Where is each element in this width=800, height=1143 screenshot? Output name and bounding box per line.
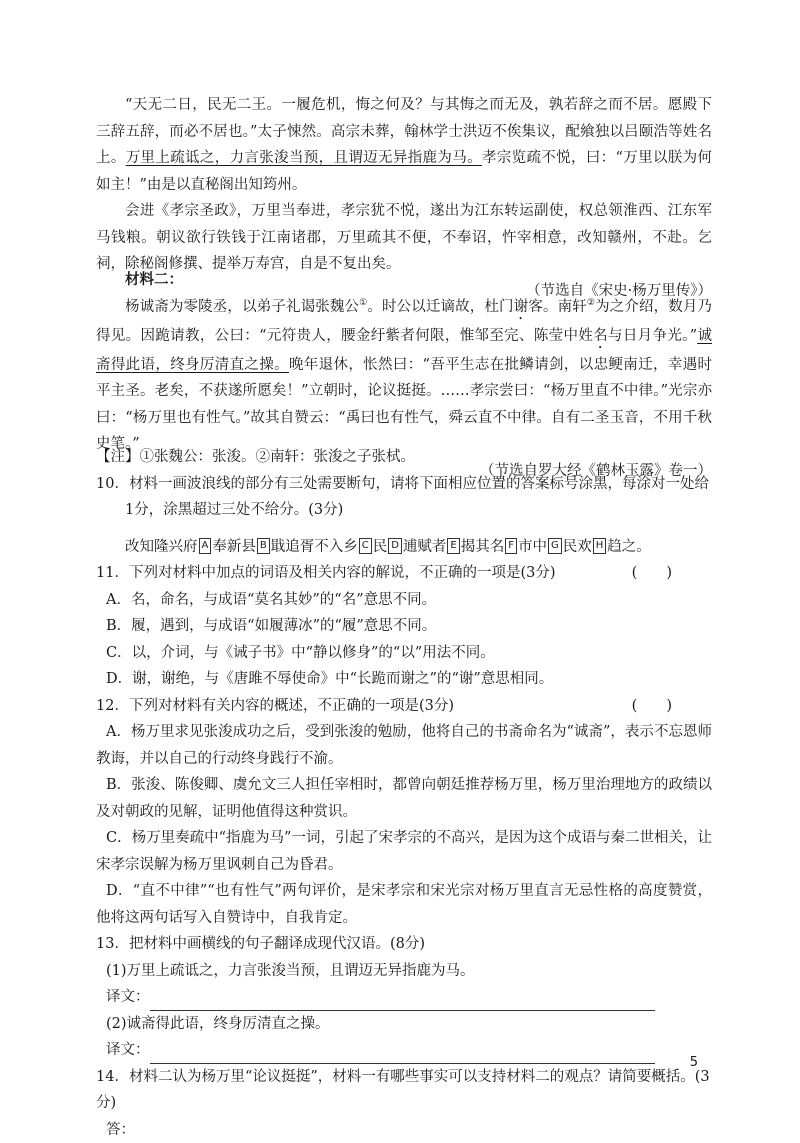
question-11-option-b: B．履，遇到，与成语“如履薄冰”的“履”意思不同。	[96, 613, 712, 640]
question-11-option-d: D．谢，谢绝，与《唐雎不辱使命》中“长跪而谢之”的“谢”意思相同。	[96, 666, 712, 693]
question-11-stem: 11．下列对材料中加点的词语及相关内容的解说，不正确的一项是(3分) ( )	[96, 560, 712, 587]
question-13-sentence-1: (1)万里上疏诋之，力言张浚当预，且谓迈无异指鹿为马。	[96, 958, 712, 985]
question-10-stem: 10．材料一画波浪线的部分有三处需要断句，请将下面相应位置的答案标号涂黑，每涂对一处给1分，涂黑超过三处不给分。(3分)	[96, 471, 712, 524]
break-option-g[interactable]: G	[548, 538, 562, 554]
question-14-answer-label: 答：	[96, 1117, 712, 1143]
page-number: 5	[690, 1055, 698, 1070]
break-option-h[interactable]: H	[593, 538, 607, 554]
material-two-source: （节选自罗大经《鹤林玉露》卷一）	[96, 458, 712, 485]
question-12-stem: 12．下列对材料有关内容的概述，不正确的一项是(3分) ( )	[96, 693, 712, 720]
answer-line-1[interactable]	[150, 992, 655, 1011]
break-option-f[interactable]: F	[505, 538, 517, 554]
break-option-c[interactable]: C	[359, 538, 372, 554]
dotted-word-ming: 名	[593, 328, 608, 344]
question-11-option-c: C．以，介词，与《诫子书》中“静以修身”的“以”用法不同。	[96, 640, 712, 667]
question-13-sentence-2: (2)诚斋得此语，终身厉清直之操。	[96, 1011, 712, 1038]
question-13-stem: 13．把材料中画横线的句子翻译成现代汉语。(8分)	[96, 931, 712, 958]
material-two-paragraph: 杨诚斋为零陵丞，以弟子礼谒张魏公①。时公以迁谪故，杜门谢客。南轩②为之介绍，数月乃得见。因跪请教，公曰：“元符贵人，腰金纡紫者何限，惟邹至完、陈莹中姓名与日月争光。”诚斋得此语，终身厉清直之操。晚年退休，怅然曰：“吾平生志在批鳞请剑，以忠鲠南迁，幸遇时平主圣。老矣，不获遂所愿矣！”立朝时，论议挺挺。……孝宗尝曰：“杨万里直不中律。”光宗亦曰：“杨万里也有性气。”故其自赞云：“禹曰也有性气，舜云直不中律。自有二圣玉音，不用千秋史笔。”	[96, 294, 712, 458]
questions	[96, 444, 712, 1143]
question-12-option-a: A．杨万里求见张浚成功之后，受到张浚的勉励，他将自己的书斋命名为“诚斋”，表示不忘恩师教诲，并以自己的行动终身践行不渝。	[96, 719, 712, 772]
answer-paren-12[interactable]: ( )	[632, 693, 672, 720]
answer-paren-11[interactable]: ( )	[632, 560, 672, 587]
answer-line-2[interactable]	[150, 1045, 655, 1064]
question-10-sentence: 改知隆兴府 A 奉新县 B 戢追胥不入乡 C 民 D 逋赋者 E 揭其名 F 市中 G 民欢 H 趋之。	[96, 534, 712, 561]
dotted-word-xie: 谢	[514, 299, 529, 315]
notes: 【注】①张魏公：张浚。②南轩：张浚之子张栻。	[96, 444, 712, 471]
break-option-a[interactable]: A	[199, 538, 212, 554]
question-12-option-b: B．张浚、陈俊卿、虞允文三人担任宰相时，都曾向朝廷推荐杨万里，杨万里治理地方的政绩以及对朝政的见解，证明他值得这种赏识。	[96, 772, 712, 825]
break-option-b[interactable]: B	[257, 538, 270, 554]
question-12-option-c: C．杨万里奏疏中“指鹿为马”一词，引起了宋孝宗的不高兴，是因为这个成语与秦二世相关，让宋孝宗误解为杨万里讽刺自己为昏君。	[96, 825, 712, 878]
question-14-stem: 14．材料二认为杨万里“论议挺挺”，材料一有哪些事实可以支持材料二的观点？请简要概括。(3分)	[96, 1064, 712, 1117]
note-1-mark: ①	[359, 298, 367, 308]
underlined-sentence-1: 万里上疏诋之，力言张浚当预，且谓迈无异指鹿为马。	[126, 150, 482, 166]
question-13-answer-1: 译文：	[96, 984, 712, 1011]
break-option-e[interactable]: E	[447, 538, 459, 554]
break-option-d[interactable]: D	[388, 538, 402, 554]
material-two-heading: 材料二：	[96, 267, 712, 294]
material-one-source: （节选自《宋史·杨万里传》）	[96, 278, 712, 305]
underlined-sentence-2: 诚斋得此语，终身厉清直之操。	[96, 328, 712, 373]
question-12-option-d: D．“直不中律”“也有性气”两句评价，是宋孝宗和宋光宗对杨万里直言无忌性格的高度赞赏，他将这两句话写入自赞诗中，自我肯定。	[96, 878, 712, 931]
question-13-answer-2: 译文：	[96, 1037, 712, 1064]
note-2-mark: ②	[587, 298, 595, 308]
question-11-option-a: A．名，命名，与成语“莫名其妙”的“名”意思不同。	[96, 587, 712, 614]
material-one-paragraph-1: “天无二日，民无二王。一履危机，悔之何及？与其悔之而无及，孰若辞之而不居。愿殿下三辞五辞，而必不居也。”太子悚然。高宗未葬，翰林学士洪迈不俟集议，配飨独以吕颐浩等姓名上。万里上疏诋之，力言张浚当预，且谓迈无异指鹿为马。孝宗览疏不悦，曰：“万里以朕为何如主！”由是以直秘阁出知筠州。	[96, 92, 712, 198]
material-one-paragraph-2: 会进《孝宗圣政》，万里当奉进，孝宗犹不悦，遂出为江东转运副使，权总领淮西、江东军马钱粮。朝议欲行铁钱于江南诸郡，万里疏其不便，不奉诏，忤宰相意，改知赣州，不赴。乞祠，除秘阁修撰、提举万寿宫，自是不复出矣。	[96, 198, 712, 278]
